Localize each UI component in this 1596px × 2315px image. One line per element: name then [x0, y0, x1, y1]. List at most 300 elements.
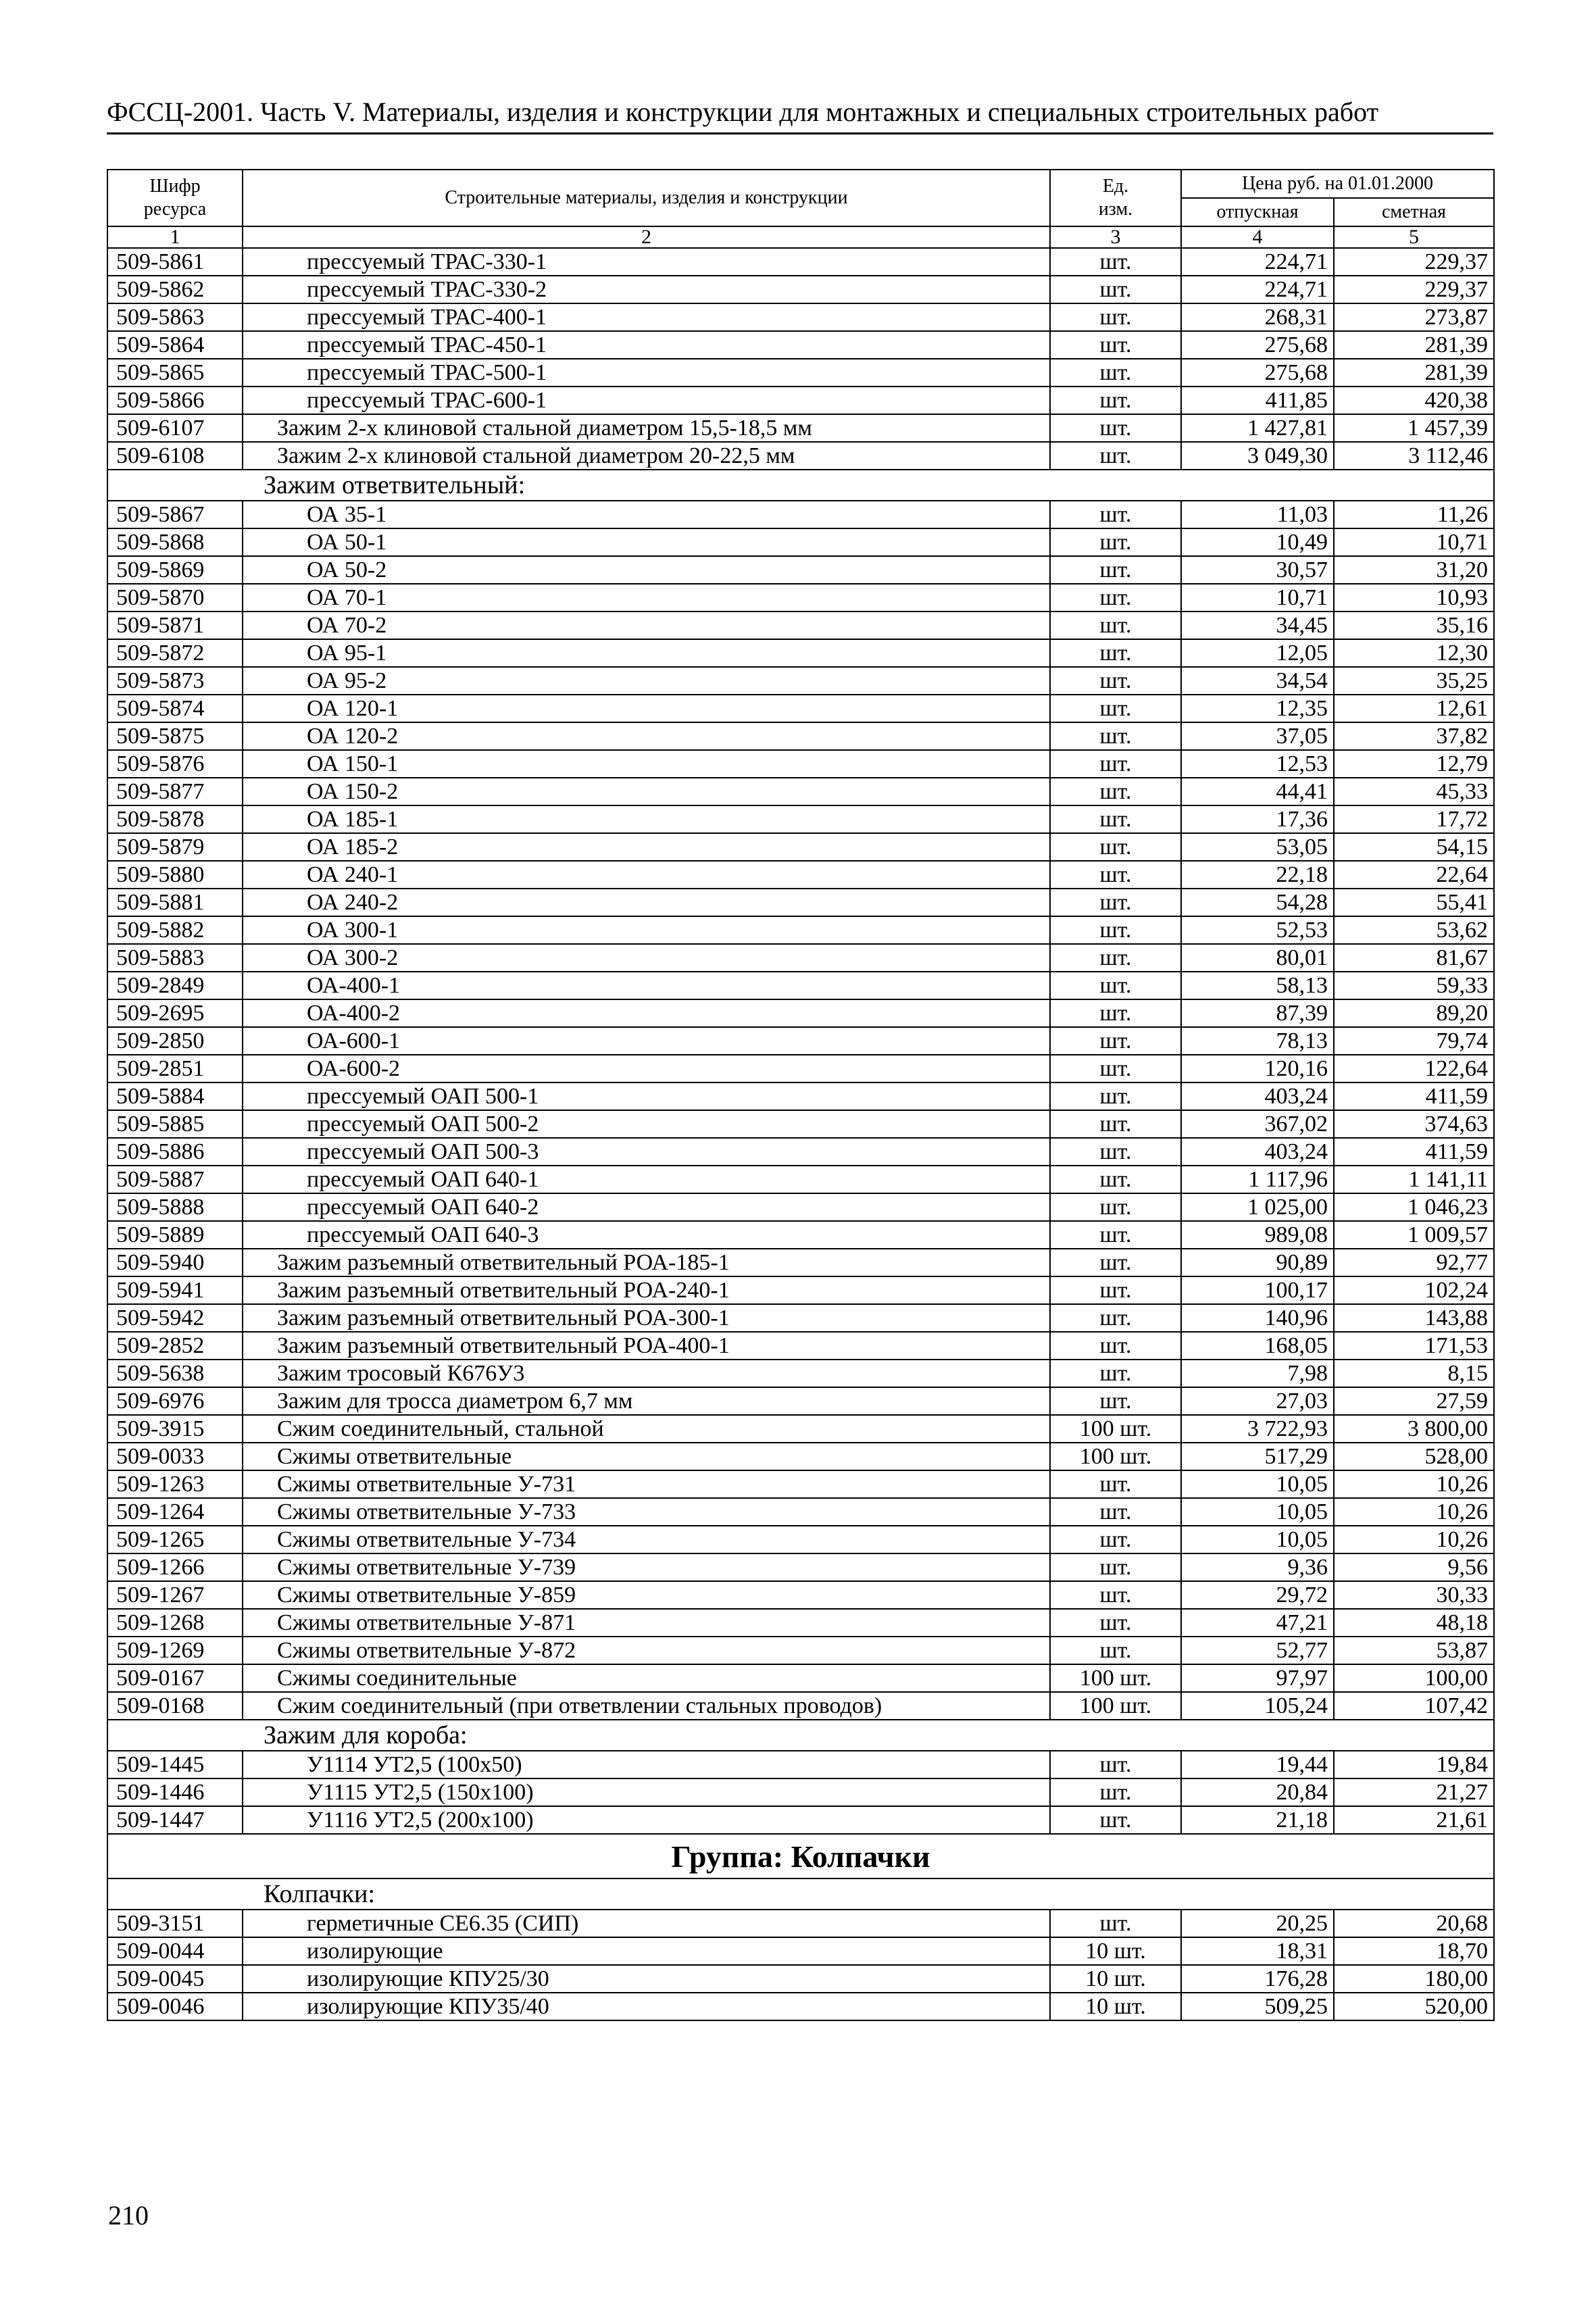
estimate-price-cell: 281,39	[1334, 359, 1494, 387]
unit-cell: шт.	[1050, 999, 1181, 1027]
header-unit	[1050, 170, 1181, 226]
estimate-price-cell: 81,67	[1334, 944, 1494, 972]
table-row	[107, 303, 1494, 331]
table-row	[107, 612, 1494, 639]
estimate-price-cell: 35,25	[1334, 667, 1494, 695]
header-price: Цена руб. на 01.01.2000	[1181, 170, 1494, 198]
resource-code-cell: 509-1267	[107, 1581, 243, 1609]
material-name-cell: Зажим разъемный ответвительный РОА-300-1	[243, 1304, 1050, 1332]
estimate-price-cell: 21,61	[1334, 1806, 1494, 1834]
release-price-cell: 78,13	[1181, 1027, 1334, 1055]
header-price-release: отпускная	[1181, 198, 1334, 226]
release-price-cell: 87,39	[1181, 999, 1334, 1027]
material-name-cell: ОА 240-2	[243, 889, 1050, 916]
section-title: Зажим для короба:	[107, 1720, 1494, 1751]
table-row	[107, 1276, 1494, 1304]
material-name-cell: Зажим 2-х клиновой стальной диаметром 15,5-18,5 мм	[243, 414, 1050, 442]
estimate-price-cell: 411,59	[1334, 1138, 1494, 1166]
material-name-cell: Сжимы соединительные	[243, 1664, 1050, 1692]
estimate-price-cell: 143,88	[1334, 1304, 1494, 1332]
estimate-price-cell: 54,15	[1334, 833, 1494, 861]
estimate-price-cell: 55,41	[1334, 889, 1494, 916]
material-name-cell: ОА 120-2	[243, 722, 1050, 750]
column-index: 4	[1181, 226, 1334, 248]
estimate-price-cell: 12,79	[1334, 750, 1494, 778]
table-row	[107, 861, 1494, 889]
unit-cell: шт.	[1050, 303, 1181, 331]
resource-code-cell: 509-5883	[107, 944, 243, 972]
material-name-cell: У1116 УТ2,5 (200х100)	[243, 1806, 1050, 1834]
table-row	[107, 1937, 1494, 1965]
release-price-cell: 10,49	[1181, 528, 1334, 556]
material-name-cell: ОА 95-2	[243, 667, 1050, 695]
group-row	[107, 1834, 1494, 1878]
estimate-price-cell: 12,30	[1334, 639, 1494, 667]
resource-code-cell: 509-6976	[107, 1387, 243, 1415]
table-row	[107, 1027, 1494, 1055]
estimate-price-cell: 30,33	[1334, 1581, 1494, 1609]
resource-code-cell: 509-5861	[107, 248, 243, 276]
resource-code-cell: 509-1265	[107, 1526, 243, 1553]
material-name-cell: ОА-600-1	[243, 1027, 1050, 1055]
unit-cell: шт.	[1050, 889, 1181, 916]
release-price-cell: 53,05	[1181, 833, 1334, 861]
table-row	[107, 1664, 1494, 1692]
release-price-cell: 1 117,96	[1181, 1166, 1334, 1193]
column-index: 5	[1334, 226, 1494, 248]
estimate-price-cell: 180,00	[1334, 1965, 1494, 1993]
resource-code-cell: 509-5887	[107, 1166, 243, 1193]
resource-code-cell: 509-0045	[107, 1965, 243, 1993]
header-code-line1: Шифр	[149, 176, 201, 197]
release-price-cell: 275,68	[1181, 331, 1334, 359]
resource-code-cell: 509-5867	[107, 501, 243, 528]
estimate-price-cell: 3 112,46	[1334, 442, 1494, 470]
unit-cell: шт.	[1050, 1498, 1181, 1526]
resource-code-cell: 509-5875	[107, 722, 243, 750]
estimate-price-cell: 122,64	[1334, 1055, 1494, 1082]
table-row	[107, 556, 1494, 584]
unit-cell: шт.	[1050, 442, 1181, 470]
unit-cell: шт.	[1050, 1910, 1181, 1937]
resource-code-cell: 509-5877	[107, 778, 243, 805]
table-row	[107, 1965, 1494, 1993]
unit-cell: шт.	[1050, 1806, 1181, 1834]
material-name-cell: Зажим разъемный ответвительный РОА-185-1	[243, 1249, 1050, 1276]
unit-cell: шт.	[1050, 1082, 1181, 1110]
page-number: 210	[108, 2200, 149, 2231]
unit-cell: шт.	[1050, 695, 1181, 722]
resource-code-cell: 509-5886	[107, 1138, 243, 1166]
table-row	[107, 1443, 1494, 1470]
material-name-cell: ОА-400-1	[243, 972, 1050, 999]
estimate-price-cell: 20,68	[1334, 1910, 1494, 1937]
unit-cell: 100 шт.	[1050, 1664, 1181, 1692]
unit-cell: шт.	[1050, 667, 1181, 695]
column-index: 3	[1050, 226, 1181, 248]
resource-code-cell: 509-5942	[107, 1304, 243, 1332]
material-name-cell: прессуемый ТРАС-400-1	[243, 303, 1050, 331]
header-name: Строительные материалы, изделия и конструкции	[243, 170, 1050, 226]
unit-cell: шт.	[1050, 1470, 1181, 1498]
release-price-cell: 27,03	[1181, 1387, 1334, 1415]
material-name-cell: Зажим разъемный ответвительный РОА-400-1	[243, 1332, 1050, 1360]
material-name-cell: прессуемый ОАП 640-2	[243, 1193, 1050, 1221]
resource-code-cell: 509-1268	[107, 1609, 243, 1637]
resource-code-cell: 509-5872	[107, 639, 243, 667]
unit-cell: шт.	[1050, 833, 1181, 861]
unit-cell: шт.	[1050, 1027, 1181, 1055]
material-name-cell: ОА 50-1	[243, 528, 1050, 556]
table-row	[107, 972, 1494, 999]
release-price-cell: 44,41	[1181, 778, 1334, 805]
table-row	[107, 1581, 1494, 1609]
release-price-cell: 3 722,93	[1181, 1415, 1334, 1443]
estimate-price-cell: 22,64	[1334, 861, 1494, 889]
estimate-price-cell: 59,33	[1334, 972, 1494, 999]
unit-cell: шт.	[1050, 584, 1181, 612]
material-name-cell: ОА 50-2	[243, 556, 1050, 584]
estimate-price-cell: 273,87	[1334, 303, 1494, 331]
header-code	[107, 170, 243, 226]
material-name-cell: прессуемый ОАП 500-3	[243, 1138, 1050, 1166]
release-price-cell: 20,25	[1181, 1910, 1334, 1937]
release-price-cell: 37,05	[1181, 722, 1334, 750]
table-row	[107, 1415, 1494, 1443]
table-body	[107, 248, 1494, 2020]
estimate-price-cell: 53,62	[1334, 916, 1494, 944]
header-price-estimate: сметная	[1334, 198, 1494, 226]
resource-code-cell: 509-5873	[107, 667, 243, 695]
unit-cell: шт.	[1050, 1055, 1181, 1082]
material-name-cell: Сжимы ответвительные У-734	[243, 1526, 1050, 1553]
table-row	[107, 639, 1494, 667]
estimate-price-cell: 1 046,23	[1334, 1193, 1494, 1221]
column-index: 2	[243, 226, 1050, 248]
material-name-cell: Сжимы ответвительные У-731	[243, 1470, 1050, 1498]
material-name-cell: прессуемый ОАП 640-1	[243, 1166, 1050, 1193]
resource-code-cell: 509-1446	[107, 1778, 243, 1806]
release-price-cell: 10,05	[1181, 1498, 1334, 1526]
resource-code-cell: 509-1445	[107, 1751, 243, 1778]
estimate-price-cell: 100,00	[1334, 1664, 1494, 1692]
header-unit-line1: Ед.	[1102, 176, 1129, 197]
release-price-cell: 54,28	[1181, 889, 1334, 916]
resource-code-cell: 509-1447	[107, 1806, 243, 1834]
unit-cell: шт.	[1050, 1526, 1181, 1553]
estimate-price-cell: 528,00	[1334, 1443, 1494, 1470]
material-name-cell: изолирующие КПУ35/40	[243, 1993, 1050, 2020]
estimate-price-cell: 10,26	[1334, 1498, 1494, 1526]
material-name-cell: ОА 300-2	[243, 944, 1050, 972]
release-price-cell: 47,21	[1181, 1609, 1334, 1637]
estimate-price-cell: 27,59	[1334, 1387, 1494, 1415]
unit-cell: шт.	[1050, 414, 1181, 442]
estimate-price-cell: 12,61	[1334, 695, 1494, 722]
table-row	[107, 1806, 1494, 1834]
material-name-cell: прессуемый ОАП 500-1	[243, 1082, 1050, 1110]
section-row	[107, 1720, 1494, 1751]
release-price-cell: 30,57	[1181, 556, 1334, 584]
release-price-cell: 52,53	[1181, 916, 1334, 944]
table-row	[107, 1193, 1494, 1221]
table-row	[107, 501, 1494, 528]
release-price-cell: 10,05	[1181, 1526, 1334, 1553]
material-name-cell: прессуемый ТРАС-500-1	[243, 359, 1050, 387]
release-price-cell: 97,97	[1181, 1664, 1334, 1692]
page-header: ФССЦ-2001. Часть V. Материалы, изделия и конструкции для монтажных и специальных строительных работ	[107, 97, 1379, 127]
release-price-cell: 12,05	[1181, 639, 1334, 667]
unit-cell: шт.	[1050, 248, 1181, 276]
table-row	[107, 805, 1494, 833]
estimate-price-cell: 9,56	[1334, 1553, 1494, 1581]
unit-cell: шт.	[1050, 1778, 1181, 1806]
estimate-price-cell: 53,87	[1334, 1637, 1494, 1664]
table-row	[107, 916, 1494, 944]
material-name-cell: Сжимы ответвительные У-739	[243, 1553, 1050, 1581]
table-row	[107, 528, 1494, 556]
release-price-cell: 9,36	[1181, 1553, 1334, 1581]
release-price-cell: 224,71	[1181, 276, 1334, 303]
material-name-cell: Зажим тросовый К676У3	[243, 1360, 1050, 1387]
material-name-cell: Сжимы ответвительные У-871	[243, 1609, 1050, 1637]
resource-code-cell: 509-5868	[107, 528, 243, 556]
release-price-cell: 1 025,00	[1181, 1193, 1334, 1221]
release-price-cell: 20,84	[1181, 1778, 1334, 1806]
material-name-cell: Сжим соединительный, стальной	[243, 1415, 1050, 1443]
release-price-cell: 29,72	[1181, 1581, 1334, 1609]
table-row	[107, 414, 1494, 442]
release-price-cell: 168,05	[1181, 1332, 1334, 1360]
table-row	[107, 1553, 1494, 1581]
estimate-price-cell: 10,93	[1334, 584, 1494, 612]
table-row	[107, 999, 1494, 1027]
table-row	[107, 1609, 1494, 1637]
resource-code-cell: 509-5869	[107, 556, 243, 584]
table-row	[107, 1778, 1494, 1806]
unit-cell: шт.	[1050, 1276, 1181, 1304]
resource-code-cell: 509-5876	[107, 750, 243, 778]
table-row	[107, 1332, 1494, 1360]
estimate-price-cell: 89,20	[1334, 999, 1494, 1027]
unit-cell: шт.	[1050, 1360, 1181, 1387]
material-name-cell: ОА-400-2	[243, 999, 1050, 1027]
resource-code-cell: 509-5871	[107, 612, 243, 639]
unit-cell: шт.	[1050, 612, 1181, 639]
unit-cell: 10 шт.	[1050, 1993, 1181, 2020]
unit-cell: шт.	[1050, 1637, 1181, 1664]
estimate-price-cell: 1 141,11	[1334, 1166, 1494, 1193]
table-row	[107, 1751, 1494, 1778]
resource-code-cell: 509-2851	[107, 1055, 243, 1082]
estimate-price-cell: 19,84	[1334, 1751, 1494, 1778]
unit-cell: шт.	[1050, 1166, 1181, 1193]
material-name-cell: Зажим для тросса диаметром 6,7 мм	[243, 1387, 1050, 1415]
resource-code-cell: 509-6107	[107, 414, 243, 442]
table-row	[107, 1498, 1494, 1526]
release-price-cell: 7,98	[1181, 1360, 1334, 1387]
release-price-cell: 224,71	[1181, 248, 1334, 276]
table-row	[107, 442, 1494, 470]
material-name-cell: Сжим соединительный (при ответвлении стальных проводов)	[243, 1692, 1050, 1720]
unit-cell: шт.	[1050, 387, 1181, 414]
release-price-cell: 989,08	[1181, 1221, 1334, 1249]
resource-code-cell: 509-5865	[107, 359, 243, 387]
unit-cell: шт.	[1050, 778, 1181, 805]
resource-code-cell: 509-5863	[107, 303, 243, 331]
release-price-cell: 120,16	[1181, 1055, 1334, 1082]
unit-cell: шт.	[1050, 501, 1181, 528]
unit-cell: шт.	[1050, 1751, 1181, 1778]
unit-cell: 100 шт.	[1050, 1443, 1181, 1470]
resource-code-cell: 509-0033	[107, 1443, 243, 1470]
release-price-cell: 22,18	[1181, 861, 1334, 889]
table-row	[107, 1387, 1494, 1415]
release-price-cell: 21,18	[1181, 1806, 1334, 1834]
unit-cell: шт.	[1050, 972, 1181, 999]
table-row	[107, 1526, 1494, 1553]
table-row	[107, 944, 1494, 972]
unit-cell: шт.	[1050, 276, 1181, 303]
resource-code-cell: 509-5881	[107, 889, 243, 916]
material-name-cell: прессуемый ОАП 640-3	[243, 1221, 1050, 1249]
table-row	[107, 584, 1494, 612]
release-price-cell: 367,02	[1181, 1110, 1334, 1138]
estimate-price-cell: 229,37	[1334, 276, 1494, 303]
estimate-price-cell: 31,20	[1334, 556, 1494, 584]
resource-code-cell: 509-0046	[107, 1993, 243, 2020]
resource-code-cell: 509-1266	[107, 1553, 243, 1581]
unit-cell: шт.	[1050, 1138, 1181, 1166]
release-price-cell: 275,68	[1181, 359, 1334, 387]
price-table	[107, 169, 1495, 2021]
release-price-cell: 10,05	[1181, 1470, 1334, 1498]
resource-code-cell: 509-2695	[107, 999, 243, 1027]
table-row	[107, 1055, 1494, 1082]
material-name-cell: герметичные СЕ6.35 (СИП)	[243, 1910, 1050, 1937]
unit-cell: 100 шт.	[1050, 1415, 1181, 1443]
table-row	[107, 1110, 1494, 1138]
resource-code-cell: 509-3151	[107, 1910, 243, 1937]
resource-code-cell: 509-6108	[107, 442, 243, 470]
resource-code-cell: 509-5880	[107, 861, 243, 889]
estimate-price-cell: 45,33	[1334, 778, 1494, 805]
table-row	[107, 722, 1494, 750]
material-name-cell: У1114 УТ2,5 (100х50)	[243, 1751, 1050, 1778]
resource-code-cell: 509-1269	[107, 1637, 243, 1664]
estimate-price-cell: 281,39	[1334, 331, 1494, 359]
unit-cell: шт.	[1050, 861, 1181, 889]
material-name-cell: Сжимы ответвительные У-872	[243, 1637, 1050, 1664]
release-price-cell: 34,45	[1181, 612, 1334, 639]
material-name-cell: изолирующие	[243, 1937, 1050, 1965]
table-row	[107, 750, 1494, 778]
resource-code-cell: 509-5885	[107, 1110, 243, 1138]
estimate-price-cell: 10,26	[1334, 1526, 1494, 1553]
unit-cell: шт.	[1050, 528, 1181, 556]
release-price-cell: 17,36	[1181, 805, 1334, 833]
estimate-price-cell: 374,63	[1334, 1110, 1494, 1138]
table-row	[107, 1360, 1494, 1387]
section-row	[107, 470, 1494, 501]
material-name-cell: ОА 150-1	[243, 750, 1050, 778]
table-row	[107, 1249, 1494, 1276]
unit-cell: шт.	[1050, 916, 1181, 944]
resource-code-cell: 509-2849	[107, 972, 243, 999]
release-price-cell: 52,77	[1181, 1637, 1334, 1664]
unit-cell: шт.	[1050, 1332, 1181, 1360]
estimate-price-cell: 10,71	[1334, 528, 1494, 556]
resource-code-cell: 509-0168	[107, 1692, 243, 1720]
release-price-cell: 58,13	[1181, 972, 1334, 999]
release-price-cell: 11,03	[1181, 501, 1334, 528]
release-price-cell: 403,24	[1181, 1082, 1334, 1110]
unit-cell: шт.	[1050, 359, 1181, 387]
table-row	[107, 1166, 1494, 1193]
material-name-cell: ОА 185-2	[243, 833, 1050, 861]
estimate-price-cell: 17,72	[1334, 805, 1494, 833]
release-price-cell: 19,44	[1181, 1751, 1334, 1778]
resource-code-cell: 509-5940	[107, 1249, 243, 1276]
estimate-price-cell: 8,15	[1334, 1360, 1494, 1387]
resource-code-cell: 509-5941	[107, 1276, 243, 1304]
release-price-cell: 12,53	[1181, 750, 1334, 778]
material-name-cell: Зажим разъемный ответвительный РОА-240-1	[243, 1276, 1050, 1304]
material-name-cell: Сжимы ответвительные У-859	[243, 1581, 1050, 1609]
table-row	[107, 1470, 1494, 1498]
material-name-cell: Сжимы ответвительные	[243, 1443, 1050, 1470]
table-row	[107, 276, 1494, 303]
table-row	[107, 1692, 1494, 1720]
release-price-cell: 1 427,81	[1181, 414, 1334, 442]
material-name-cell: ОА 300-1	[243, 916, 1050, 944]
table-row	[107, 1304, 1494, 1332]
material-name-cell: ОА 35-1	[243, 501, 1050, 528]
unit-cell: шт.	[1050, 1110, 1181, 1138]
section-row	[107, 1878, 1494, 1910]
resource-code-cell: 509-2850	[107, 1027, 243, 1055]
material-name-cell: ОА 70-2	[243, 612, 1050, 639]
estimate-price-cell: 1 457,39	[1334, 414, 1494, 442]
table-row	[107, 695, 1494, 722]
material-name-cell: ОА 70-1	[243, 584, 1050, 612]
resource-code-cell: 509-3915	[107, 1415, 243, 1443]
release-price-cell: 34,54	[1181, 667, 1334, 695]
unit-cell: шт.	[1050, 1221, 1181, 1249]
table-row	[107, 833, 1494, 861]
release-price-cell: 411,85	[1181, 387, 1334, 414]
group-title: Группа: Колпачки	[107, 1834, 1494, 1878]
material-name-cell: изолирующие КПУ25/30	[243, 1965, 1050, 1993]
release-price-cell: 10,71	[1181, 584, 1334, 612]
table-row	[107, 248, 1494, 276]
material-name-cell: Зажим 2-х клиновой стальной диаметром 20-22,5 мм	[243, 442, 1050, 470]
table-row	[107, 778, 1494, 805]
estimate-price-cell: 411,59	[1334, 1082, 1494, 1110]
section-title: Колпачки:	[107, 1878, 1494, 1910]
estimate-price-cell: 229,37	[1334, 248, 1494, 276]
material-name-cell: У1115 УТ2,5 (150х100)	[243, 1778, 1050, 1806]
unit-cell: шт.	[1050, 1581, 1181, 1609]
header-unit-line2: изм.	[1098, 199, 1133, 220]
resource-code-cell: 509-2852	[107, 1332, 243, 1360]
column-index: 1	[107, 226, 243, 248]
resource-code-cell: 509-5870	[107, 584, 243, 612]
resource-code-cell: 509-5874	[107, 695, 243, 722]
material-name-cell: прессуемый ТРАС-330-1	[243, 248, 1050, 276]
material-name-cell: ОА-600-2	[243, 1055, 1050, 1082]
material-name-cell: прессуемый ТРАС-600-1	[243, 387, 1050, 414]
